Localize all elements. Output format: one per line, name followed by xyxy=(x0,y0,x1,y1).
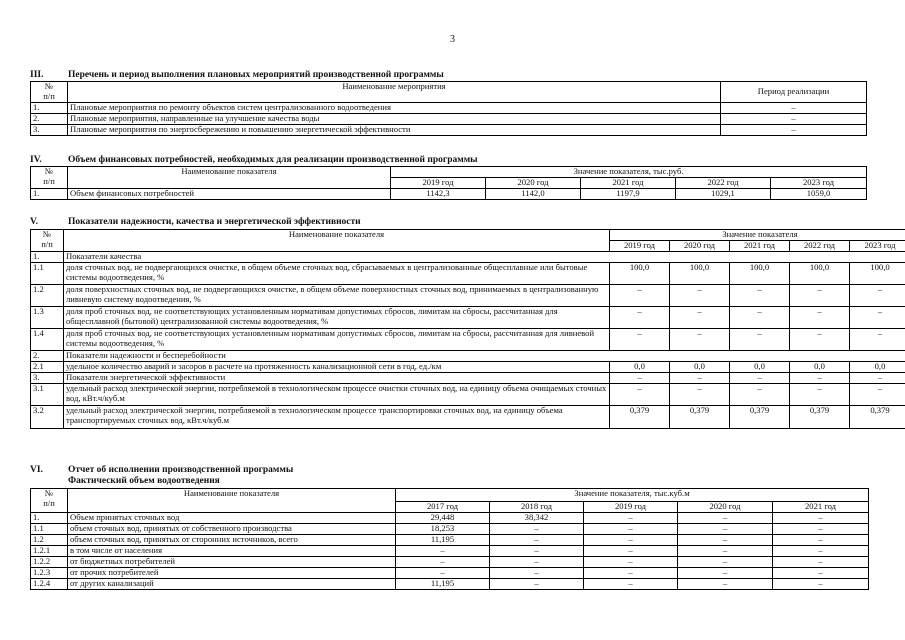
row-name: Плановые мероприятия по энергосбережению и повышению энергетической эффективности xyxy=(68,125,721,136)
row-value: – xyxy=(584,568,678,579)
row-value: – xyxy=(790,373,850,384)
row-value: 1059,0 xyxy=(771,189,867,200)
row-value: 100,0 xyxy=(610,263,670,285)
col-no-label: № xyxy=(44,81,54,91)
row-value: – xyxy=(678,546,773,557)
row-value: – xyxy=(584,535,678,546)
page-number: 3 xyxy=(450,34,455,45)
row-number: 1. xyxy=(31,252,64,263)
row-value: – xyxy=(773,579,869,590)
section-6-heading xyxy=(30,465,293,475)
col-no-label: № xyxy=(44,166,54,176)
row-value: 1197,9 xyxy=(581,189,676,200)
wastewater-volume-table xyxy=(30,488,869,590)
row-name: доля сточных вод, не подвергающихся очистке, в общем объеме сточных вод, сбрасываемых в централизованные общесплавные или бытовые системы водоотведения, % xyxy=(64,263,610,285)
year-header: 2021 год xyxy=(773,502,869,513)
row-value: – xyxy=(773,568,869,579)
table-row xyxy=(31,114,867,125)
row-value: – xyxy=(773,557,869,568)
row-value: – xyxy=(678,579,773,590)
row-value: – xyxy=(670,384,730,406)
table-row xyxy=(31,384,905,406)
row-value: – xyxy=(584,513,678,524)
row-value: – xyxy=(678,524,773,535)
year-header: 2022 год xyxy=(790,241,850,252)
reliability-indicators-table xyxy=(30,229,905,429)
row-value: – xyxy=(850,307,905,329)
col-no-label: № xyxy=(44,488,54,498)
year-header: 2021 год xyxy=(730,241,790,252)
col-name-header: Наименование показателя xyxy=(68,167,391,189)
table-row xyxy=(31,557,869,568)
col-value-header: Значение показателя, тыс.руб. xyxy=(391,167,867,178)
table-row xyxy=(31,252,905,263)
row-value: 0,0 xyxy=(610,362,670,373)
row-value: 100,0 xyxy=(670,263,730,285)
table-row xyxy=(31,546,869,557)
table-header-row xyxy=(31,167,867,178)
row-number: 1.3 xyxy=(31,307,64,329)
year-header: 2019 год xyxy=(610,241,670,252)
table-row xyxy=(31,406,905,429)
row-name: объем сточных вод, принятых от сторонних источников, всего xyxy=(68,535,396,546)
row-value: 18,253 xyxy=(396,524,490,535)
row-value: – xyxy=(850,384,905,406)
row-value: 0,379 xyxy=(850,406,905,429)
table-row xyxy=(31,362,905,373)
row-name: Объем принятых сточных вод xyxy=(68,513,396,524)
row-period: – xyxy=(721,125,867,136)
row-period: – xyxy=(721,114,867,125)
table-row xyxy=(31,103,867,114)
row-name: от бюджетных потребителей xyxy=(68,557,396,568)
col-name-header: Наименование показателя xyxy=(68,489,396,513)
row-value: – xyxy=(850,373,905,384)
col-name-header: Наименование мероприятия xyxy=(68,82,721,103)
year-header: 2018 год xyxy=(490,502,584,513)
row-number: 1.2.2 xyxy=(31,557,68,568)
row-group-name: Показатели надежности и бесперебойности xyxy=(64,351,905,362)
row-number: 1.1 xyxy=(31,263,64,285)
row-number: 3. xyxy=(31,125,68,136)
row-value: – xyxy=(790,329,850,351)
row-value: – xyxy=(584,546,678,557)
year-header: 2019 год xyxy=(584,502,678,513)
row-value: – xyxy=(610,384,670,406)
table-row xyxy=(31,285,905,307)
row-value: – xyxy=(850,285,905,307)
row-value: – xyxy=(678,568,773,579)
row-value: 0,0 xyxy=(790,362,850,373)
row-value: 11,195 xyxy=(396,535,490,546)
table-row xyxy=(31,535,869,546)
row-number: 1.2.4 xyxy=(31,579,68,590)
row-value: – xyxy=(670,329,730,351)
row-number: 1.2.3 xyxy=(31,568,68,579)
row-number: 1. xyxy=(31,189,68,200)
table-row xyxy=(31,513,869,524)
row-value: – xyxy=(730,285,790,307)
table-row xyxy=(31,524,869,535)
row-value: – xyxy=(678,557,773,568)
section-6-title: Отчет об исполнении производственной программы xyxy=(68,465,294,475)
table-row xyxy=(31,351,905,362)
row-value: 11,195 xyxy=(396,579,490,590)
row-value: 0,379 xyxy=(790,406,850,429)
row-value: – xyxy=(490,557,584,568)
year-header: 2017 год xyxy=(396,502,490,513)
row-number: 1.2.1 xyxy=(31,546,68,557)
row-value: 100,0 xyxy=(850,263,905,285)
row-value: – xyxy=(850,329,905,351)
row-value: 0,379 xyxy=(610,406,670,429)
col-no-label-2: п/п xyxy=(43,497,55,508)
col-period-header: Период реализации xyxy=(721,82,867,103)
row-name: доля поверхностных сточных вод, не подвергающихся очистке, в общем объеме поверхностных сточных вод, принимаемых в централизованную ливневую систему водоотведения, % xyxy=(64,285,610,307)
row-value: – xyxy=(610,307,670,329)
section-6-subtitle: Фактический объем водоотведения xyxy=(68,476,220,486)
row-name: доля проб сточных вод, не соответствующих установленным нормативам допустимых сбросов, лимитам на сбросы, рассчитанная для ливневой системы водоотведения, % xyxy=(64,329,610,351)
section-3-number: III. xyxy=(30,70,44,80)
row-value: – xyxy=(730,373,790,384)
row-value: – xyxy=(490,535,584,546)
row-value: – xyxy=(730,329,790,351)
row-number: 1.4 xyxy=(31,329,64,351)
row-group-name: Показатели качества xyxy=(64,252,905,263)
row-name: от прочих потребителей xyxy=(68,568,396,579)
year-header: 2020 год xyxy=(670,241,730,252)
row-value: 0,0 xyxy=(850,362,905,373)
row-value: 29,448 xyxy=(396,513,490,524)
row-value: – xyxy=(790,285,850,307)
row-value: – xyxy=(773,546,869,557)
table-row xyxy=(31,307,905,329)
year-header: 2022 год xyxy=(676,178,771,189)
row-value: – xyxy=(396,557,490,568)
row-value: – xyxy=(490,568,584,579)
col-no-label: № xyxy=(42,229,52,239)
row-value: – xyxy=(584,524,678,535)
year-header: 2023 год xyxy=(850,241,905,252)
row-value: – xyxy=(730,307,790,329)
row-value: – xyxy=(730,384,790,406)
section-6-number: VI. xyxy=(30,465,43,475)
row-value: – xyxy=(610,285,670,307)
row-number: 1. xyxy=(31,103,68,114)
table-header-row xyxy=(31,489,869,502)
table-row xyxy=(31,568,869,579)
col-value-header: Значение показателя xyxy=(610,230,905,241)
row-name: от других канализаций xyxy=(68,579,396,590)
row-number: 3. xyxy=(31,373,64,384)
col-name-header: Наименование показателя xyxy=(64,230,610,252)
row-value: – xyxy=(584,579,678,590)
row-name: объем сточных вод, принятых от собственного производства xyxy=(68,524,396,535)
row-value: – xyxy=(396,568,490,579)
section-4-number: IV. xyxy=(30,155,42,165)
row-value: 0,379 xyxy=(730,406,790,429)
row-name: доля проб сточных вод, не соответствующих установленным нормативам допустимых сбросов, лимитам на сбросы, рассчитанная для общесплавной (бытовой) централизованной системы водоотведения, % xyxy=(64,307,610,329)
row-value: – xyxy=(670,285,730,307)
section-4-heading xyxy=(30,155,478,165)
row-value: 1029,1 xyxy=(676,189,771,200)
row-number: 3.1 xyxy=(31,384,64,406)
col-no-label-2: п/п xyxy=(43,90,55,101)
section-5-title: Показатели надежности, качества и энергетической эффективности xyxy=(68,217,361,227)
financial-needs-table xyxy=(30,166,867,200)
section-3-heading xyxy=(30,70,444,80)
row-number: 1.1 xyxy=(31,524,68,535)
row-value: 0,0 xyxy=(670,362,730,373)
row-value: – xyxy=(773,535,869,546)
table-row xyxy=(31,579,869,590)
row-value: – xyxy=(490,524,584,535)
row-number: 1. xyxy=(31,513,68,524)
section-5-number: V. xyxy=(30,217,39,227)
row-value: – xyxy=(610,329,670,351)
row-name: удельное количество аварий и засоров в расчете на протяженность канализационной сети в год, ед./км xyxy=(64,362,610,373)
row-value: – xyxy=(670,307,730,329)
row-value: – xyxy=(490,579,584,590)
section-3-title: Перечень и период выполнения плановых мероприятий производственной программы xyxy=(68,70,444,80)
table-row xyxy=(31,125,867,136)
section-4-title: Объем финансовых потребностей, необходимых для реализации производственной программы xyxy=(68,155,478,165)
row-number: 2. xyxy=(31,114,68,125)
table-header-row xyxy=(31,230,905,241)
row-number: 3.2 xyxy=(31,406,64,429)
row-name: удельный расход электрической энергии, потребляемой в технологическом процессе транспортировки сточных вод, на единицу объема транспортируемых сточных вод, кВт.ч/куб.м xyxy=(64,406,610,429)
row-name: Показатели энергетической эффективности xyxy=(64,373,610,384)
row-name: Объем финансовых потребностей xyxy=(68,189,391,200)
row-name: в том числе от населения xyxy=(68,546,396,557)
row-value: 100,0 xyxy=(730,263,790,285)
row-name: Плановые мероприятия по ремонту объектов систем централизованного водоотведения xyxy=(68,103,721,114)
col-value-header: Значение показателя, тыс.куб.м xyxy=(396,489,869,502)
row-value: – xyxy=(610,373,670,384)
row-value: 38,342 xyxy=(490,513,584,524)
row-value: – xyxy=(678,535,773,546)
row-name: Плановые мероприятия, направленные на улучшение качества воды xyxy=(68,114,721,125)
row-value: 0,0 xyxy=(730,362,790,373)
table-row xyxy=(31,263,905,285)
table-header-row xyxy=(31,82,867,103)
year-header: 2019 год xyxy=(391,178,486,189)
row-value: – xyxy=(396,546,490,557)
row-name: удельный расход электрической энергии, потребляемой в технологическом процессе очистки сточных вод, на единицу объема очищаемых сточных вод, кВт.ч/куб.м xyxy=(64,384,610,406)
row-value: – xyxy=(584,557,678,568)
row-number: 1.2 xyxy=(31,285,64,307)
row-value: – xyxy=(670,373,730,384)
row-number: 2.1 xyxy=(31,362,64,373)
table-row xyxy=(31,329,905,351)
row-value: 1142,0 xyxy=(486,189,581,200)
row-value: – xyxy=(678,513,773,524)
row-number: 1.2 xyxy=(31,535,68,546)
year-header: 2021 год xyxy=(581,178,676,189)
table-row xyxy=(31,189,867,200)
row-value: – xyxy=(790,307,850,329)
col-no-label-2: п/п xyxy=(43,175,55,186)
row-value: 100,0 xyxy=(790,263,850,285)
col-no-label-2: п/п xyxy=(41,238,53,249)
year-header: 2023 год xyxy=(771,178,867,189)
row-value: 0,379 xyxy=(670,406,730,429)
row-number: 2. xyxy=(31,351,64,362)
row-period: – xyxy=(721,103,867,114)
section-5-heading xyxy=(30,217,361,227)
year-header: 2020 год xyxy=(678,502,773,513)
row-value: 1142,3 xyxy=(391,189,486,200)
row-value: – xyxy=(773,513,869,524)
row-value: – xyxy=(490,546,584,557)
planned-measures-table xyxy=(30,81,867,136)
row-value: – xyxy=(773,524,869,535)
row-value: – xyxy=(790,384,850,406)
table-row xyxy=(31,373,905,384)
year-header: 2020 год xyxy=(486,178,581,189)
